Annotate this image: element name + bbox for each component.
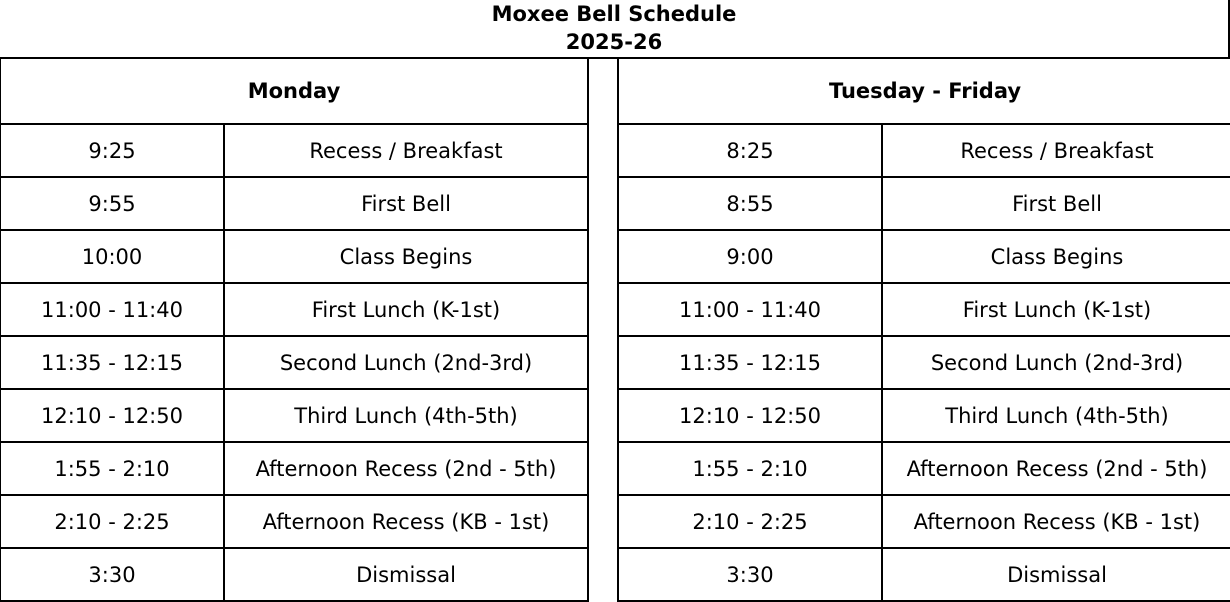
event-cell: Third Lunch (4th-5th) [224,389,588,442]
time-cell: 11:35 - 12:15 [618,336,882,389]
time-cell: 3:30 [0,548,224,601]
tuesday-friday-heading: Tuesday - Friday [618,59,1230,124]
table-row [618,124,1230,177]
event-cell: Class Begins [882,230,1230,283]
table-header-row [618,59,1230,124]
event-cell: Second Lunch (2nd-3rd) [224,336,588,389]
table-row [0,336,588,389]
school-year: 2025-26 [565,30,663,54]
table-row [618,389,1230,442]
time-cell: 1:55 - 2:10 [0,442,224,495]
time-cell: 9:25 [0,124,224,177]
event-cell: Afternoon Recess (KB - 1st) [882,495,1230,548]
event-cell: First Bell [882,177,1230,230]
table-row [618,177,1230,230]
time-cell: 9:00 [618,230,882,283]
page-title: Moxee Bell Schedule [491,2,737,26]
event-cell: First Bell [224,177,588,230]
table-row [0,548,588,601]
time-cell: 8:55 [618,177,882,230]
event-cell: Recess / Breakfast [224,124,588,177]
time-cell: 10:00 [0,230,224,283]
event-cell: First Lunch (K-1st) [882,283,1230,336]
event-cell: Afternoon Recess (KB - 1st) [224,495,588,548]
time-cell: 12:10 - 12:50 [0,389,224,442]
monday-heading: Monday [0,59,588,124]
table-row [0,389,588,442]
event-cell: Second Lunch (2nd-3rd) [882,336,1230,389]
table-row [618,548,1230,601]
event-cell: Class Begins [224,230,588,283]
time-cell: 11:35 - 12:15 [0,336,224,389]
table-row [0,495,588,548]
table-row [0,230,588,283]
table-row [618,283,1230,336]
time-cell: 3:30 [618,548,882,601]
event-cell: Dismissal [224,548,588,601]
table-row [0,177,588,230]
monday-schedule-table [0,59,589,602]
table-row [0,283,588,336]
table-row [0,442,588,495]
table-row [618,442,1230,495]
time-cell: 1:55 - 2:10 [618,442,882,495]
time-cell: 12:10 - 12:50 [618,389,882,442]
table-header-row [0,59,588,124]
table-row [618,230,1230,283]
table-row [618,495,1230,548]
event-cell: Afternoon Recess (2nd - 5th) [882,442,1230,495]
event-cell: Third Lunch (4th-5th) [882,389,1230,442]
event-cell: Recess / Breakfast [882,124,1230,177]
table-row [618,336,1230,389]
table-row [0,124,588,177]
time-cell: 11:00 - 11:40 [0,283,224,336]
time-cell: 9:55 [0,177,224,230]
time-cell: 2:10 - 2:25 [618,495,882,548]
event-cell: Afternoon Recess (2nd - 5th) [224,442,588,495]
event-cell: First Lunch (K-1st) [224,283,588,336]
time-cell: 8:25 [618,124,882,177]
schedule-title-block [0,0,1230,59]
event-cell: Dismissal [882,548,1230,601]
tuesday-friday-schedule-table [617,59,1230,602]
time-cell: 2:10 - 2:25 [0,495,224,548]
time-cell: 11:00 - 11:40 [618,283,882,336]
